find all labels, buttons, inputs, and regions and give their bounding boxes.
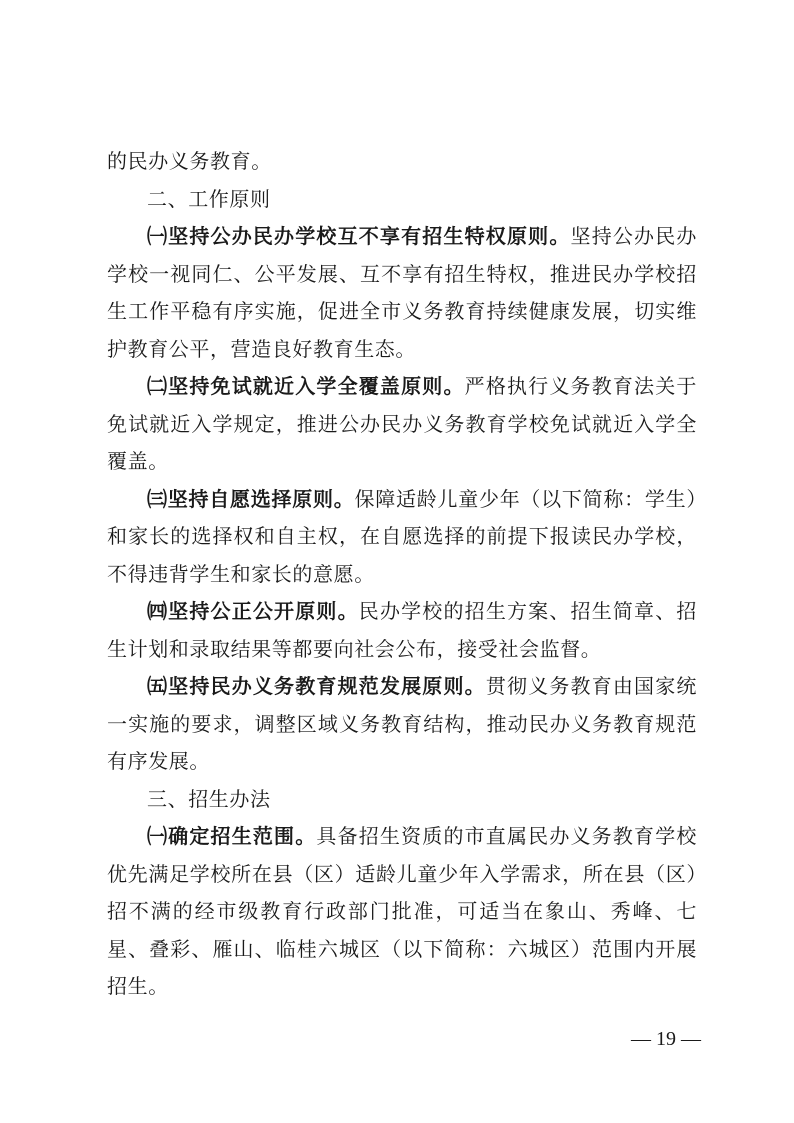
paragraph-principle-4 — [107, 593, 697, 668]
principle-5-text: 贯彻义务教育由国家统一实施的要求，调整区域义务教育结构，推动民办义务教育规范有序发展。 — [107, 674, 697, 773]
principle-3-lead: ㈢坚持自愿选择原则。 — [147, 486, 355, 511]
body-text — [107, 143, 697, 1006]
paragraph-principle-5 — [107, 668, 697, 781]
principle-5-lead: ㈤坚持民办义务教育规范发展原则。 — [147, 674, 486, 698]
page-number: — 19 — — [631, 1028, 701, 1050]
method-1-lead: ㈠确定招生范围。 — [147, 824, 317, 848]
paragraph-principle-1 — [107, 218, 697, 368]
principle-2-text: 严格执行义务教育法关于免试就近入学规定，推进公办民办义务教育学校免试就近入学全覆盖。 — [107, 374, 697, 473]
principle-3-text: 保障适龄儿童少年（以下简称：学生）和家长的选择权和自主权，在自愿选择的前提下报读民办学校，不得违背学生和家长的意愿。 — [107, 486, 698, 586]
principle-1-text: 坚持公办民办学校一视同仁、公平发展、互不享有招生特权，推进民办学校招生工作平稳有序实施，促进全市义务教育持续健康发展，切实维护教育公平，营造良好教育生态。 — [107, 224, 697, 361]
section-heading-methods: 三、招生办法 — [147, 786, 271, 811]
principle-4-lead: ㈣坚持公正公开原则。 — [147, 599, 359, 623]
paragraph-principle-3 — [107, 481, 697, 594]
method-1-text: 具备招生资质的市直属民办义务教育学校优先满足学校所在县（区）适龄儿童少年入学需求，所在县（区）招不满的经市级教育行政部门批准，可适当在象山、秀峰、七星、叠彩、雁山、临桂六城区（以下简称：六城区）范围内开展招生。 — [107, 824, 697, 998]
principle-2-lead: ㈡坚持免试就近入学全覆盖原则。 — [147, 374, 465, 398]
paragraph-continuation: 的民办义务教育。 — [107, 149, 272, 173]
paragraph-method-1 — [107, 818, 697, 1006]
paragraph-principle-2 — [107, 368, 697, 481]
principle-4-text: 民办学校的招生方案、招生简章、招生计划和录取结果等都要向社会公布，接受社会监督。 — [107, 599, 697, 661]
section-heading-principles: 二、工作原则 — [147, 186, 271, 211]
principle-1-lead: ㈠坚持公办民办学校互不享有招生特权原则。 — [147, 224, 571, 248]
